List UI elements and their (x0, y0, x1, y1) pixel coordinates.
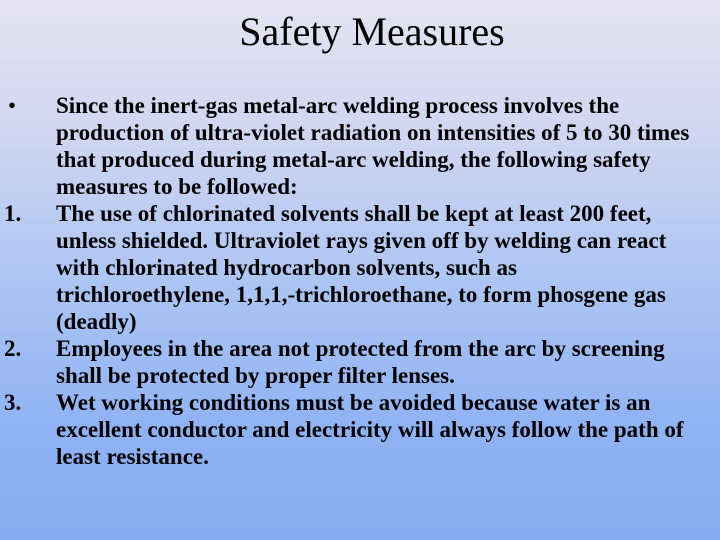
list-item-1 (0, 200, 720, 335)
list-item-text: Employees in the area not protected from the arc by screening shall be protected by proper filter lenses. (56, 336, 665, 388)
bullet-list (0, 92, 720, 470)
list-item-intro (0, 92, 720, 200)
number-marker: 2. (4, 336, 22, 361)
list-item-text: Wet working conditions must be avoided because water is an excellent conductor and electricity will always follow the path of least resistance. (56, 390, 684, 469)
list-item-3 (0, 389, 720, 470)
slide-title: Safety Measures (239, 9, 505, 54)
list-item-2 (0, 335, 720, 389)
number-marker: 1. (4, 201, 22, 226)
bullet-marker: • (8, 93, 17, 118)
list-item-text: The use of chlorinated solvents shall be kept at least 200 feet, unless shielded. Ultraviolet rays given off by welding can react with chlorinated hydrocarbon solvents, such as trichloroethylene, 1,1,1,-trichloroethane, to form phosgene gas (deadly) (56, 201, 667, 334)
list-item-text: Since the inert-gas metal-arc welding process involves the production of ultra-violet radiation on intensities of 5 to 30 times that produced during metal-arc welding, the following safety measures to be followed: (56, 93, 690, 199)
number-marker: 3. (4, 390, 22, 415)
